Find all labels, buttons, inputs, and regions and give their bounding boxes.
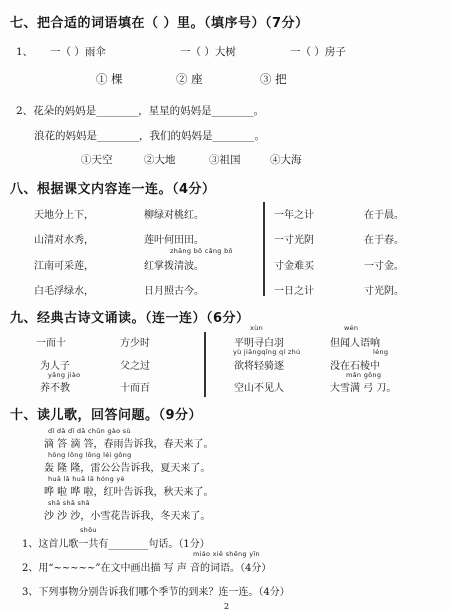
q10-q2-pinyin: miáo xiě shēng yīn — [193, 550, 260, 558]
q9-right-1: 平明寻白羽 — [234, 338, 284, 349]
q8-divider — [263, 202, 265, 296]
q8-right1-4: 一日之计 — [274, 286, 314, 297]
q7-row1-num: 1、 — [16, 46, 34, 58]
q10-poem-1: 滴 答 滴 答，春雨告诉我，春天来了。 — [44, 439, 214, 450]
q9-title: 九、经典古诗文诵读。（连一连）（6分） — [10, 311, 250, 326]
q7-opt2-2: ②大地 — [144, 154, 176, 166]
page-number: 2 — [224, 602, 230, 611]
q10-q1: 1、这首儿歌一共有________句话。（1分） — [22, 539, 210, 550]
q8-right1-3: 寸金难买 — [274, 261, 314, 272]
q10-poem-1-pinyin: dī dā dī dā chūn gào sù — [48, 427, 131, 435]
q7-opt2-1: ①天空 — [81, 154, 113, 166]
q9-left-pinyin: yǎng jiào — [48, 371, 81, 379]
q7-row2a: 2、花朵的妈妈是________，星星的妈妈是________。 — [16, 105, 265, 117]
q7-row2b: 浪花的妈妈是________，我们的妈妈是________。 — [34, 130, 265, 142]
q7-option-1: ① 棵 — [96, 72, 123, 86]
q9-right-6: 大雪满 弓 刀。 — [330, 383, 397, 394]
q8-right2-4: 寸光阴。 — [364, 286, 404, 297]
q8-right1-1: 一年之计 — [274, 210, 314, 221]
q10-poem-4: 沙 沙 沙，小雪花告诉我，冬天来了。 — [44, 511, 211, 522]
q8-left-4: 白毛浮绿水， — [34, 286, 94, 297]
q7-row1-c: 一（ ）房子 — [290, 46, 346, 58]
q8-right1-2: 一寸光阴 — [274, 235, 314, 246]
q9-left-2: 为人子 — [40, 361, 70, 372]
q7-row1-b: 一（ ）大树 — [180, 46, 236, 58]
q8-mid-1: 柳绿对桃红。 — [144, 210, 204, 221]
q7-row1-a: 一（ ）雨伞 — [50, 46, 106, 58]
q9-right-pinyin-top: xùn — [250, 324, 263, 332]
q9-right-2: 但闻人语响 — [330, 338, 380, 349]
q9-right-pinyin-mid: yù jiāngqīng qí zhú — [233, 348, 301, 356]
q10-q2: 2、用“~~~~~”在文中画出描 写 声 音的词语。（4分） — [22, 563, 272, 574]
q9-left-6: 十而百 — [120, 383, 150, 394]
q9-right-pinyin-top2: wén — [344, 324, 359, 332]
q7-title: 七、把合适的词语填在（ ）里。（填序号）（7分） — [10, 16, 309, 31]
q7-opt2-3: ③祖国 — [209, 154, 241, 166]
q9-left-1: 一而十 — [36, 338, 66, 349]
q8-title: 八、根据课文内容连一连。（4分） — [10, 182, 216, 197]
q10-q3: 3、下列事物分别告诉我们哪个季节的到来？连一连。（4分） — [22, 587, 290, 598]
q10-title: 十、读儿歌，回答问题。（9分） — [10, 408, 203, 423]
q8-mid-2: 莲叶何田田。 — [144, 235, 204, 246]
q9-right-pinyin-mid2: léng — [373, 348, 389, 356]
q9-right-5: 空山不见人 — [234, 383, 284, 394]
q8-right2-3: 一寸金。 — [364, 261, 404, 272]
q8-left-3: 江南可采莲， — [34, 261, 94, 272]
q10-q1-pinyin: shǒu — [80, 526, 97, 534]
q10-poem-4-pinyin: shā shā shā — [48, 499, 90, 507]
q9-right-4: 没在石棱中 — [330, 361, 380, 372]
q10-poem-3-pinyin: huā lā huā lā hóng yè — [48, 475, 125, 483]
q9-right-pinyin-bot: mǎn gōng — [346, 371, 382, 379]
q9-left-4: 方少时 — [120, 338, 150, 349]
q7-option-3: ③ 把 — [260, 72, 287, 86]
q8-mid-pinyin: zhāng bō cǎng bō — [170, 247, 233, 255]
q8-left-2: 山清对水秀， — [34, 235, 94, 246]
q10-poem-2: 轰 隆 隆，雷公公告诉我，夏天来了。 — [44, 463, 211, 474]
q10-poem-2-pinyin: hōng lōng lōng léi gōng — [48, 451, 132, 459]
q9-divider — [204, 332, 206, 397]
q10-poem-3: 哗 啦 哗 啦，红叶告诉我，秋天来了。 — [44, 487, 214, 498]
q8-mid-3: 红掌拨清波。 — [144, 261, 204, 272]
q8-mid-4: 日月照古今。 — [144, 286, 204, 297]
q9-left-3: 养不教 — [40, 383, 70, 394]
q8-right2-2: 在于春。 — [364, 235, 404, 246]
q9-left-5: 父之过 — [120, 361, 150, 372]
q7-opt2-4: ④大海 — [270, 154, 302, 166]
q7-option-2: ② 座 — [176, 72, 203, 86]
q8-right2-1: 在于晨。 — [364, 210, 404, 221]
q9-right-3: 欲将轻骑逐 — [234, 361, 284, 372]
q8-left-1: 天地分上下， — [34, 210, 94, 221]
